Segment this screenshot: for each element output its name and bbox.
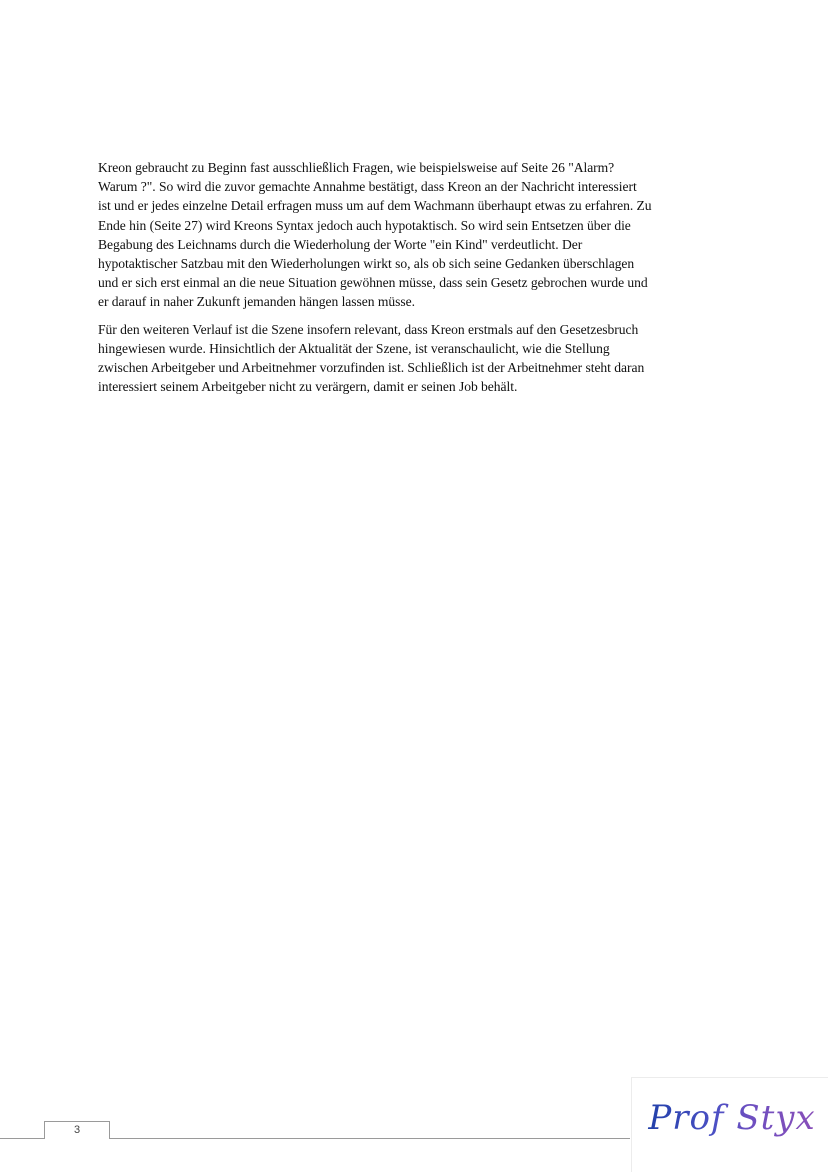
text-line: interessiert seinem Arbeitgeber nicht zu verärgern, damit er seinen Job behält.: [98, 379, 518, 395]
text-line: er darauf in naher Zukunft jemanden hängen lassen müsse.: [98, 294, 415, 310]
text-line: ist und er jedes einzelne Detail erfragen muss um auf dem Wachmann überhaupt etwas zu erfahren. Zu: [98, 198, 652, 214]
text-line: Ende hin (Seite 27) wird Kreons Syntax jedoch auch hypotaktisch. So wird sein Entsetzen über die: [98, 217, 631, 233]
logo-box: [631, 1077, 828, 1172]
text-line: Begabung des Leichnams durch die Wiederholung der Worte "ein Kind" verdeutlicht. Der: [98, 236, 583, 252]
page-number-tab: [44, 1121, 110, 1139]
page-number: 3: [73, 1124, 81, 1136]
prof-styx-logo: Prof Styx: [644, 1098, 820, 1138]
text-line: Für den weiteren Verlauf ist die Szene insofern relevant, dass Kreon erstmals auf den Gesetzesbruch: [98, 321, 639, 337]
text-line: zwischen Arbeitgeber und Arbeitnehmer vorzufinden ist. Schließlich ist der Arbeitnehmer steht daran: [98, 360, 645, 376]
text-line: und er sich erst einmal an die neue Situation gewöhnen müsse, dass sein Gesetz gebrochen wurde und: [98, 275, 648, 291]
page-footer: [0, 1075, 828, 1171]
text-line: Kreon gebraucht zu Beginn fast ausschließlich Fragen, wie beispielsweise auf Seite 26 "Alarm?: [98, 160, 615, 175]
text-line: Warum ?". So wird die zuvor gemachte Annahme bestätigt, dass Kreon an der Nachricht interessiert: [98, 179, 637, 195]
paragraph-1: [98, 158, 732, 312]
text-line: hypotaktischer Satzbau mit den Wiederholungen wirkt so, als ob sich seine Gedanken überschlagen: [98, 256, 635, 272]
page-body: [98, 158, 732, 404]
paragraph-2: [98, 320, 732, 397]
text-line: hingewiesen wurde. Hinsichtlich der Aktualität der Szene, ist veranschaulicht, wie die Stellung: [98, 340, 610, 356]
